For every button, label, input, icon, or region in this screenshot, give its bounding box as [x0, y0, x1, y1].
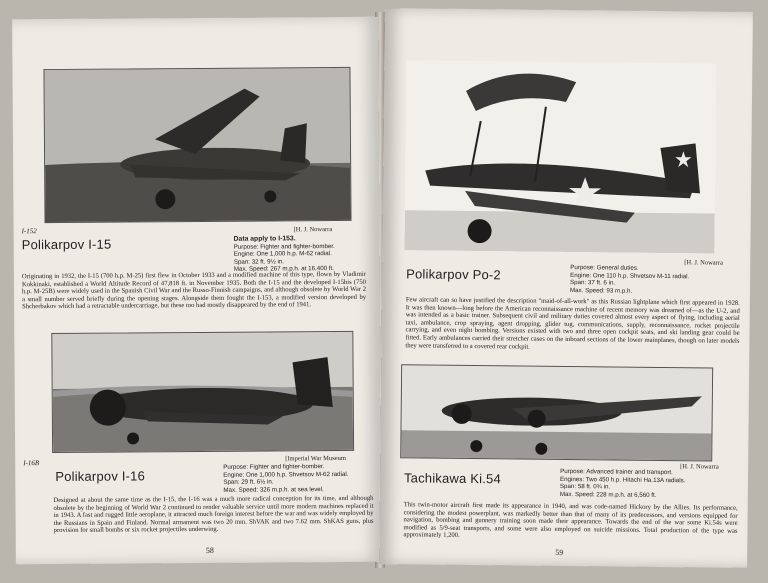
i15-data-heading: Data apply to I-153. — [233, 235, 296, 243]
page-number-left: 58 — [205, 545, 214, 555]
i16-specs — [223, 463, 373, 494]
i15-spec-purpose: Purpose: Fighter and fighter-bomber. — [233, 242, 335, 251]
i16-caption-id: I-16B — [23, 459, 40, 468]
ki54-body-text: This twin-motor aircraft first made its appearance in 1940, and was code-named Hickory by the Allies. Its performance, considering the modest powerplant, was markedly better than that of many of its predecessors, and versions equipped for navigation, bombing and gunnery training soon made their appearance. Towards the end of the war some Ki.54s were modified as 5/9-seat transports, and some were also employed on suicide missions. Total production of the type was approximately 1,200. — [403, 501, 738, 540]
po2-body-text: Few aircraft can so have justified the description "maid-of-all-work" as this Russian lightplane which first appeared in 1928. It was then known—long before the American reconnaissance machine of recent memory was dreamed of—as the U-2, and was intended as a basic trainer. Subsequent civil and military duties covered almost every aspect of flying, including aerial taxi, ambulance, crop spraying, agent dropping, glider tug, communications, supply, reconnaissance, rocket projectile carrying, and even night bombing. Versions existed with two and three open cockpit seats, and ski landing gear could be fitted. Early ambulances carried their stretcher cases on the inboard sections of the lower mainplanes, though on later models they were transferred to a covered rear cockpit. — [405, 296, 740, 351]
po2-spec-span: Span: 37 ft. 6 in. — [570, 279, 616, 287]
i16-title: Polikarpov I-16 — [55, 468, 146, 484]
page-number-right: 59 — [555, 547, 564, 557]
i15-photo — [43, 67, 351, 223]
po2-spec-speed: Max. Speed: 93 m.p.h. — [569, 286, 633, 295]
ki54-spec-span: Span: 58 ft. 0¾ in. — [559, 482, 611, 491]
ki54-specs — [560, 468, 740, 500]
i15-specs — [234, 235, 374, 273]
i15-spec-engine: Engine: One 1,000 h.p. M-62 radial. — [233, 250, 332, 258]
po2-spec-purpose: Purpose: General duties. — [570, 264, 639, 272]
i16-spec-purpose: Purpose: Fighter and fighter-bomber. — [223, 463, 325, 471]
ki54-spec-engine: Engines: Two 450 h.p. Hitachi Ha.13A radials. — [559, 475, 686, 484]
right-page — [379, 8, 753, 568]
po2-photo — [404, 60, 716, 253]
po2-specs — [570, 264, 740, 296]
ki54-title: Tachikawa Ki.54 — [403, 470, 502, 487]
i15-photo-credit: [H. J. Nowarra — [293, 226, 333, 234]
i16-photo — [51, 331, 354, 453]
i15-body-text: Originating in 1932, the I-15 (700 h.p. M-25) first flew in October 1933 and a modified machine of this type, flown by Vladimir Kokkinaki, established a World Altitude Record of 47,818 ft. in November 1935. Both the I-15 and the developed I-15bis (750 h.p. M-25B) were widely used in the Spanish Civil War and the Russo-Finnish campaigns, and although obsolete by World War 2 a small number served briefly during the opening stages. Alongside them fought the I-153, a modified version developed by Shcherbakov which had a retractable undercarriage, but these too had mostly disappeared by the end of 1941. — [21, 270, 367, 311]
po2-title: Polikarpov Po-2 — [406, 266, 501, 283]
i16-spec-speed: Max. Speed: 326 m.p.h. at sea level. — [223, 485, 324, 494]
i16-photo-credit: [Imperial War Museum — [285, 454, 346, 463]
po2-photo-credit: [H. J. Nowarra — [684, 259, 723, 267]
po2-spec-engine: Engine: One 110 h.p. Shvetsov M-11 radial. — [570, 271, 690, 280]
i16-body-text: Designed at about the same time as the I-15, the I-16 was a much more radical conception for its time, and although obsolete by the beginning of World War 2 continued to render valuable service until more modern machines replaced it in 1943. A fast and rugged little aeroplane, it attracted much foreign interest before the war and was widely employed by the Russians in Spain and Finland. Normal armament was two 20 mm. ShVAK and two 7.62 mm. ShKAS guns, plus provision for small bombs or six rocket projectiles underwing. — [53, 494, 374, 535]
i15-spec-span: Span: 32 ft. 9½ in. — [233, 257, 285, 266]
i16-spec-span: Span: 29 ft. 6½ in. — [223, 478, 274, 486]
ki54-photo-credit: [H. J. Nowarra — [680, 463, 719, 471]
ki54-spec-purpose: Purpose: Advanced trainer and transport. — [560, 467, 673, 477]
i15-caption-id: I-152 — [21, 227, 37, 236]
i16-spec-engine: Engine: One 1,000 h.p. Shvetsov M-62 radial. — [223, 470, 349, 479]
i15-spec-speed: Max. Speed: 267 m.p.h. at 16,400 ft. — [233, 265, 334, 273]
ki54-spec-speed: Max. Speed: 228 m.p.h. at 6,560 ft. — [559, 490, 657, 499]
ki54-photo — [400, 364, 713, 461]
i15-title: Polikarpov I-15 — [21, 236, 112, 253]
left-page — [12, 17, 382, 565]
